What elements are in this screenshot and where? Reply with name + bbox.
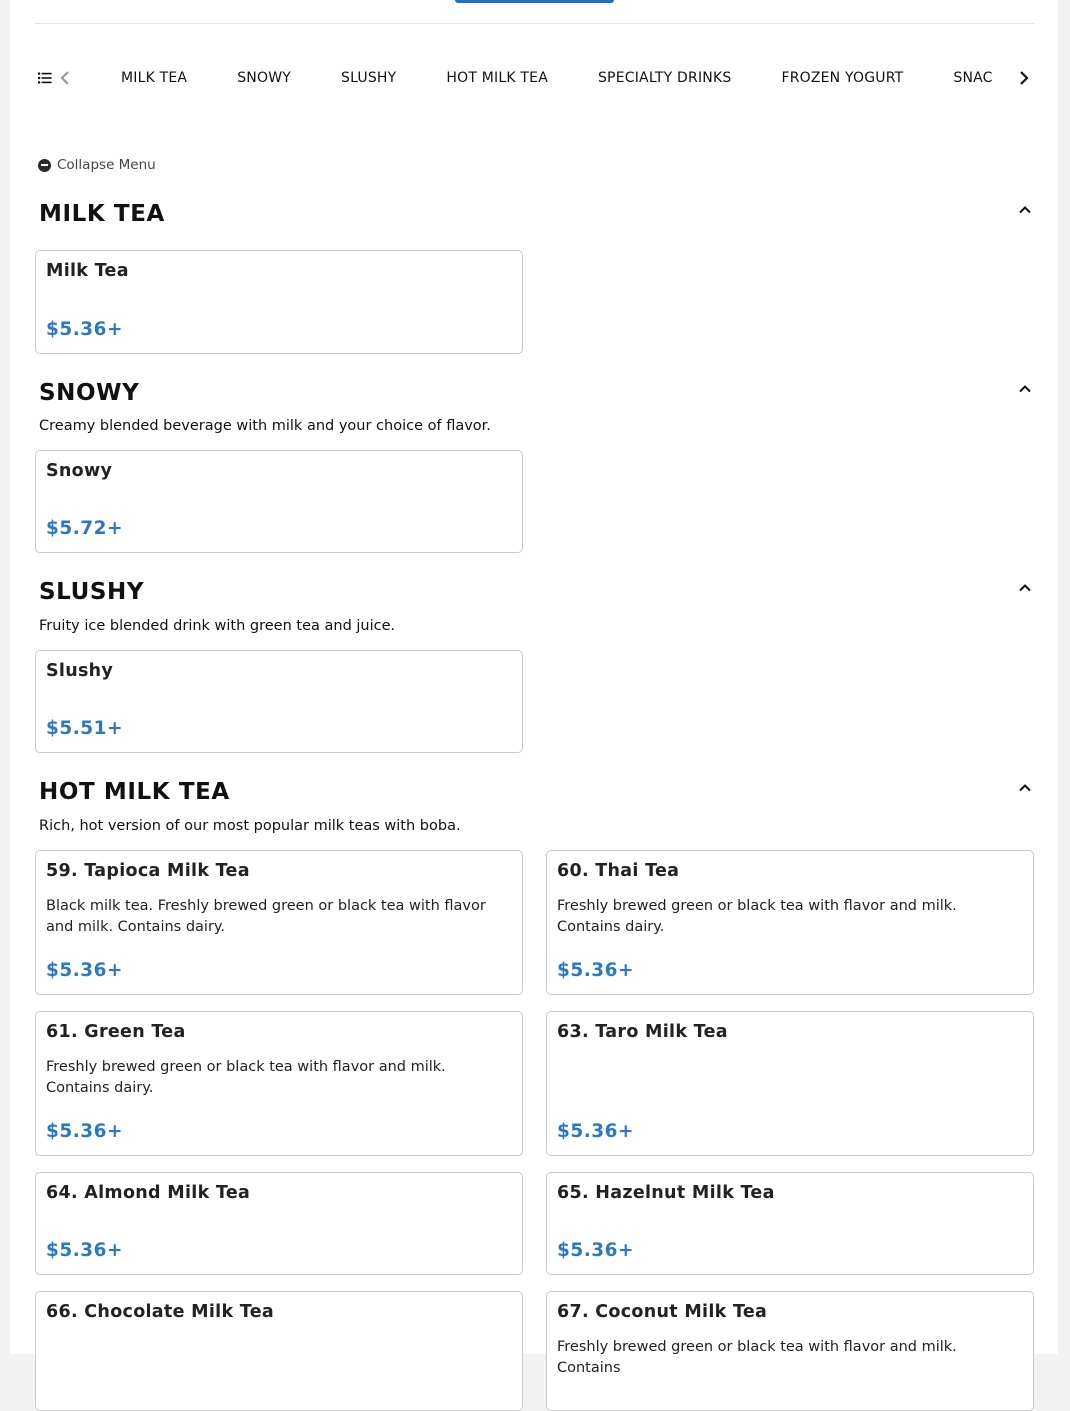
item-price: $5.72+ xyxy=(46,518,124,539)
item-description: Black milk tea. Freshly brewed green or black tea with flavor and milk. Contains dairy. xyxy=(46,898,486,935)
menu-item-card[interactable] xyxy=(35,850,523,995)
item-name: 61. Green Tea xyxy=(46,1022,186,1042)
section-title: SNOWY xyxy=(39,380,140,406)
chevron-up-icon[interactable] xyxy=(1015,777,1035,797)
item-price: $5.51+ xyxy=(46,718,124,739)
item-description: Freshly brewed green or black tea with flavor and milk. Contains xyxy=(557,1339,957,1376)
menu-item-card[interactable] xyxy=(35,650,523,753)
divider xyxy=(35,23,1034,24)
section-description: Creamy blended beverage with milk and your choice of flavor. xyxy=(39,418,491,434)
category-tabs xyxy=(121,56,1006,100)
item-name: 60. Thai Tea xyxy=(557,861,680,881)
section-title: SLUSHY xyxy=(39,579,145,605)
minus-circle-icon xyxy=(38,159,51,172)
menu-item-card[interactable] xyxy=(546,1011,1034,1156)
item-price: $5.36+ xyxy=(557,960,635,981)
collapse-menu-button[interactable] xyxy=(38,157,156,173)
menu-item-card[interactable] xyxy=(35,250,523,354)
tab-snowy[interactable]: SNOWY xyxy=(237,70,291,86)
item-price: $5.36+ xyxy=(557,1240,635,1261)
tab-frozen-yogurt[interactable]: FROZEN YOGURT xyxy=(781,70,904,86)
tab-hot-milk-tea[interactable]: HOT MILK TEA xyxy=(446,70,548,86)
tab-milk-tea[interactable]: MILK TEA xyxy=(121,70,188,86)
menu-item-card[interactable] xyxy=(35,1011,523,1156)
item-description: Freshly brewed green or black tea with flavor and milk. Contains dairy. xyxy=(557,898,957,935)
item-name: 65. Hazelnut Milk Tea xyxy=(557,1183,775,1203)
menu-page xyxy=(10,0,1058,1376)
item-description: Freshly brewed green or black tea with flavor and milk. Contains dairy. xyxy=(46,1059,446,1096)
tab-slushy[interactable]: SLUSHY xyxy=(341,70,397,86)
section-description: Fruity ice blended drink with green tea and juice. xyxy=(39,618,396,634)
chevron-up-icon[interactable] xyxy=(1015,378,1035,398)
menu-item-card[interactable] xyxy=(546,1291,1034,1411)
item-price: $5.36+ xyxy=(46,319,124,340)
section-description: Rich, hot version of our most popular milk teas with boba. xyxy=(39,818,461,834)
collapse-menu-label: Collapse Menu xyxy=(57,157,156,173)
item-price: $5.36+ xyxy=(46,1240,124,1261)
item-name: 66. Chocolate Milk Tea xyxy=(46,1302,274,1322)
top-action-button[interactable] xyxy=(455,0,614,3)
menu-item-card[interactable] xyxy=(35,1172,523,1275)
item-name: Snowy xyxy=(46,461,113,481)
section-title: MILK TEA xyxy=(39,201,165,227)
item-name: 64. Almond Milk Tea xyxy=(46,1183,251,1203)
menu-item-card[interactable] xyxy=(546,850,1034,995)
tab-snacks[interactable]: SNAC xyxy=(953,70,993,86)
chevron-up-icon[interactable] xyxy=(1015,199,1035,219)
item-price: $5.36+ xyxy=(46,960,124,981)
category-nav xyxy=(35,56,1034,100)
item-name: Slushy xyxy=(46,661,114,681)
chevron-right-icon[interactable] xyxy=(1014,68,1034,88)
item-name: 67. Coconut Milk Tea xyxy=(557,1302,768,1322)
item-name: Milk Tea xyxy=(46,261,129,281)
chevron-left-icon[interactable] xyxy=(55,68,75,88)
menu-item-card[interactable] xyxy=(35,450,523,553)
section-title: HOT MILK TEA xyxy=(39,779,230,805)
tab-specialty-drinks[interactable]: SPECIALTY DRINKS xyxy=(597,70,732,86)
item-price: $5.36+ xyxy=(46,1121,124,1142)
item-price: $5.36+ xyxy=(557,1121,635,1142)
menu-item-card[interactable] xyxy=(35,1291,523,1411)
chevron-up-icon[interactable] xyxy=(1015,577,1035,597)
item-name: 63. Taro Milk Tea xyxy=(557,1022,728,1042)
menu-item-card[interactable] xyxy=(546,1172,1034,1275)
item-name: 59. Tapioca Milk Tea xyxy=(46,861,250,881)
list-icon[interactable] xyxy=(35,68,55,88)
